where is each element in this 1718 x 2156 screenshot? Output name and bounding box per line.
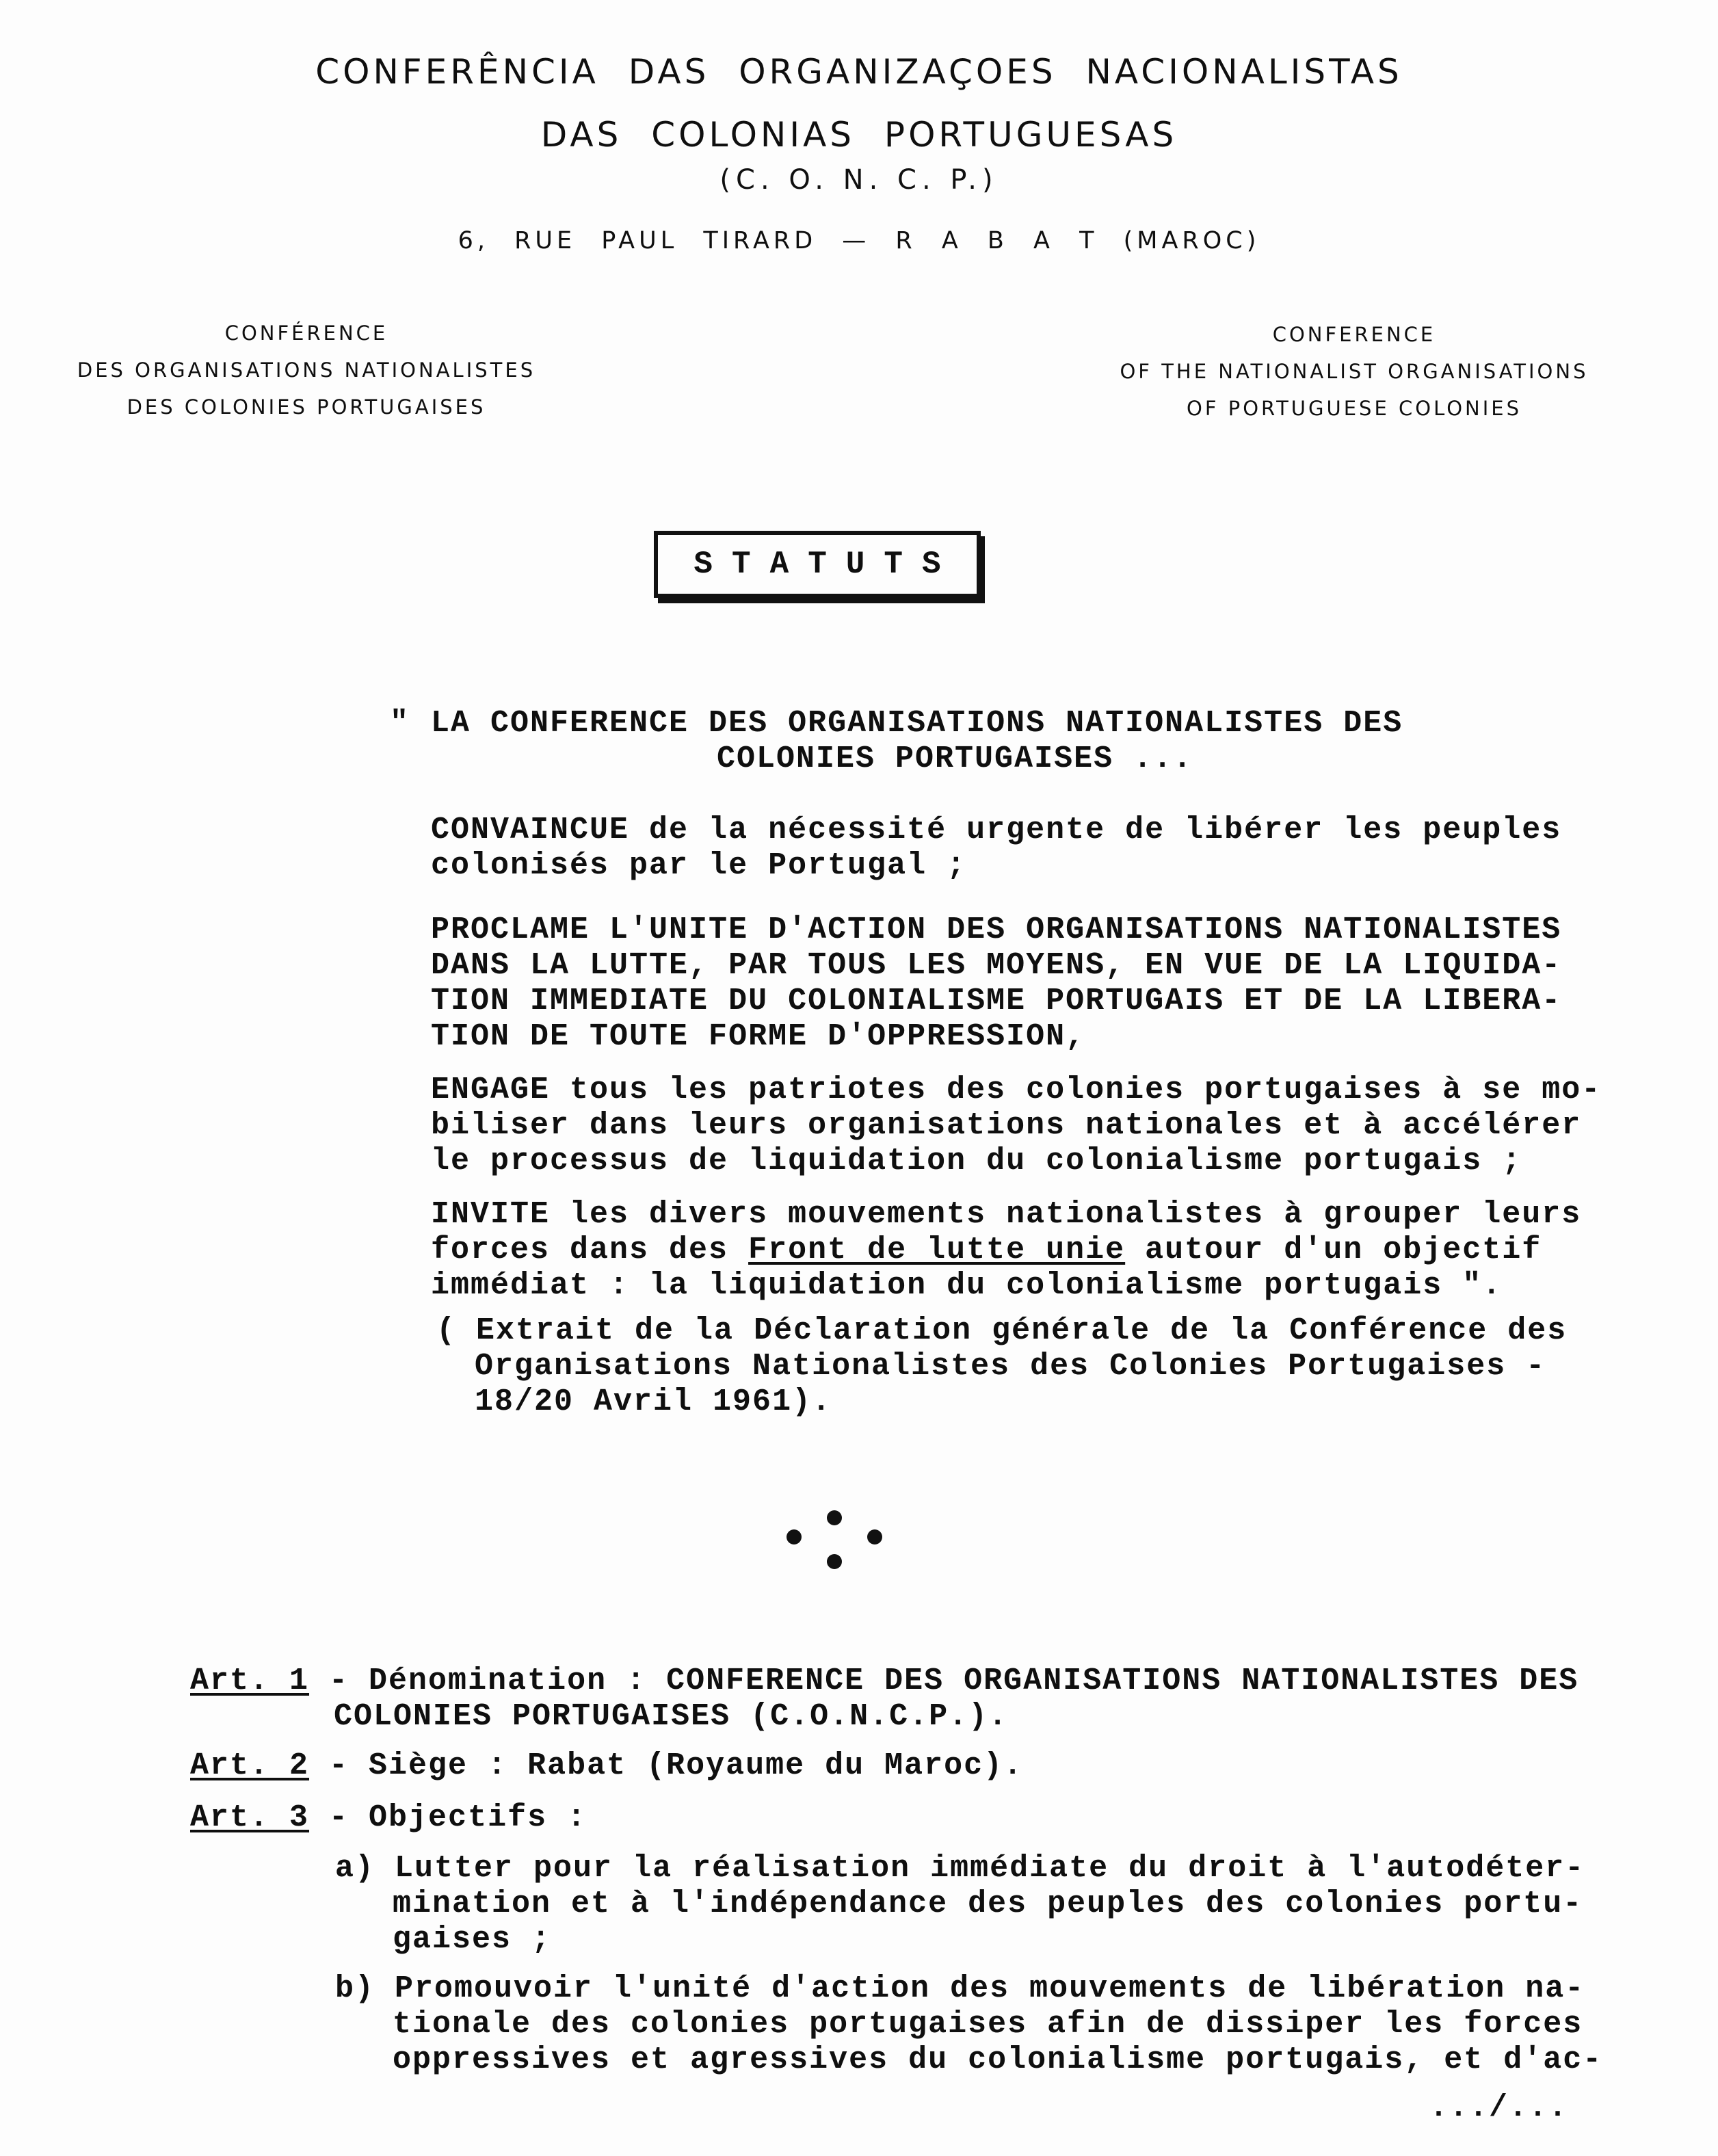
declaration-paragraph-line: biliser dans leurs organisations nationales et à accélérer	[431, 1108, 1582, 1143]
letterhead-french-name	[0, 315, 648, 425]
declaration-paragraph-line	[431, 1233, 1542, 1268]
article-3-item-b-line: tionale des colonies portugaises afin de dissiper les forces	[393, 2007, 1583, 2042]
declaration-paragraph-line: TION IMMEDIATE DU COLONIALISME PORTUGAIS ET DE LA LIBERA-	[431, 984, 1562, 1018]
page-continuation-mark: .../...	[1429, 2090, 1569, 2125]
article-2-text: - Siège : Rabat (Royaume du Maroc).	[309, 1748, 1024, 1783]
article-3-item-b-line: oppressives et agressives du colonialisme portugais, et d'ac-	[393, 2042, 1603, 2077]
letterhead-org-name-line1: CONFERÊNCIA DAS ORGANIZAÇOES NACIONALISTAS	[315, 52, 1403, 92]
declaration-paragraph-line: PROCLAME L'UNITE D'ACTION DES ORGANISATIONS NATIONALISTES	[431, 912, 1562, 947]
declaration-intro-line: LA CONFERENCE DES ORGANISATIONS NATIONALISTES DES	[431, 706, 1403, 741]
declaration-paragraph-line: colonisés par le Portugal ;	[431, 848, 967, 883]
declaration-source-line: 18/20 Avril 1961).	[475, 1384, 832, 1419]
declaration-paragraph-line: TION DE TOUTE FORME D'OPPRESSION,	[431, 1019, 1086, 1054]
underlined-phrase: Front de lutte unie	[748, 1233, 1126, 1267]
english-name-line: OF PORTUGUESE COLONIES	[1187, 397, 1522, 420]
declaration-source-line: Organisations Nationalistes des Colonies Portugaises -	[475, 1349, 1546, 1384]
french-name-line: DES COLONIES PORTUGAISES	[127, 395, 486, 419]
opening-quote: "	[390, 706, 410, 741]
article-1-text: - Dénomination : CONFERENCE DES ORGANISATIONS NATIONALISTES DES	[309, 1664, 1579, 1698]
letterhead-org-name-line2: DAS COLONIAS PORTUGUESAS	[540, 115, 1178, 155]
declaration-paragraph-line: immédiat : la liquidation du colonialisme portugais ".	[431, 1268, 1503, 1303]
article-2-line	[190, 1748, 1023, 1784]
declaration-source-line: ( Extrait de la Déclaration générale de la Conférence des	[436, 1313, 1568, 1348]
article-3-item-a-line: mination et à l'indépendance des peuples des colonies portu-	[393, 1886, 1583, 1921]
document-title: STATUTS	[693, 547, 960, 582]
declaration-paragraph-line: CONVAINCUE de la nécessité urgente de libérer les peuples	[431, 813, 1562, 847]
english-name-line: OF THE NATIONALIST ORGANISATIONS	[1120, 360, 1589, 383]
article-1-line	[190, 1664, 1578, 1699]
article-1-line: COLONIES PORTUGAISES (C.O.N.C.P.).	[334, 1699, 1009, 1734]
letterhead-address: 6, RUE PAUL TIRARD — R A B A T (MAROC)	[458, 227, 1260, 254]
section-divider-dots	[780, 1510, 889, 1586]
article-3-text: - Objectifs :	[309, 1800, 587, 1835]
letterhead-abbreviation: (C. O. N. C. P.)	[719, 164, 999, 196]
article-2-label: Art. 2	[190, 1748, 310, 1783]
article-3-line	[190, 1800, 587, 1836]
divider-dot	[867, 1529, 882, 1544]
english-name-line: CONFERENCE	[1272, 323, 1436, 346]
french-name-line: DES ORGANISATIONS NATIONALISTES	[77, 358, 536, 382]
document-title-box	[654, 531, 981, 598]
divider-dot	[787, 1529, 802, 1544]
divider-dot	[827, 1554, 842, 1569]
article-3-item-b-line: b) Promouvoir l'unité d'action des mouvements de libération na-	[335, 1971, 1585, 2006]
paragraph-text: autour d'un objectif	[1125, 1233, 1542, 1267]
article-1-label: Art. 1	[190, 1664, 310, 1698]
article-3-item-a-line: a) Lutter pour la réalisation immédiate du droit à l'autodéter-	[335, 1851, 1585, 1886]
declaration-paragraph-line: ENGAGE tous les patriotes des colonies portugaises à se mo-	[431, 1073, 1602, 1107]
french-name-line: CONFÉRENCE	[224, 321, 388, 345]
paragraph-text: forces dans des	[431, 1233, 749, 1267]
declaration-paragraph-line: INVITE les divers mouvements nationalistes à grouper leurs	[431, 1197, 1582, 1232]
letterhead-english-name	[1012, 316, 1696, 427]
declaration-paragraph-line: le processus de liquidation du colonialisme portugais ;	[431, 1144, 1522, 1179]
article-3-item-a-line: gaises ;	[393, 1922, 552, 1957]
article-3-label: Art. 3	[190, 1800, 310, 1835]
declaration-paragraph-line: DANS LA LUTTE, PAR TOUS LES MOYENS, EN VUE DE LA LIQUIDA-	[431, 948, 1562, 983]
divider-dot	[827, 1510, 842, 1525]
declaration-intro-line: COLONIES PORTUGAISES ...	[717, 741, 1193, 776]
